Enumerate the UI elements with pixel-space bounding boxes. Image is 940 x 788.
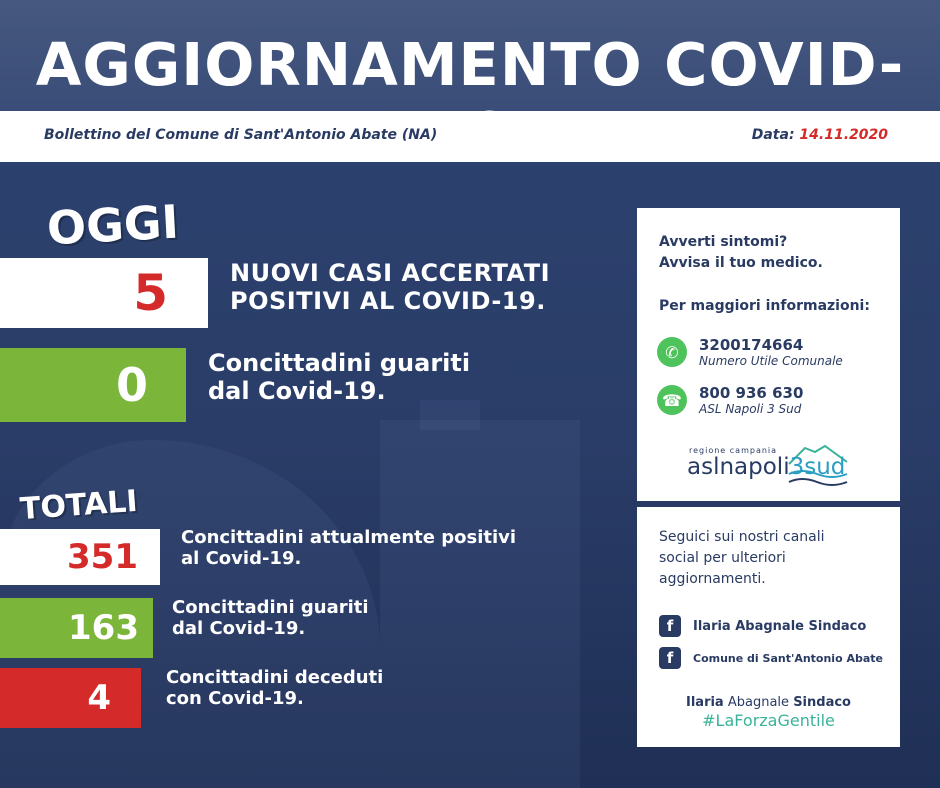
today-recovered-value: 0 bbox=[115, 358, 148, 412]
signature-mid: Abagnale bbox=[727, 695, 790, 710]
today-recovered-text bbox=[208, 350, 470, 405]
contact-municipal-label: Numero Utile Comunale bbox=[699, 354, 843, 368]
asl-logo-name: aslnapoli bbox=[687, 454, 790, 480]
contact-municipal[interactable] bbox=[657, 336, 843, 368]
totals-recovered-line2: dal Covid-19. bbox=[172, 617, 306, 639]
totals-positive-value: 351 bbox=[67, 537, 138, 577]
facebook-label-comune: Comune di Sant'Antonio Abate bbox=[693, 651, 883, 665]
totals-positive-line2: al Covid-19. bbox=[181, 547, 302, 569]
facebook-link-comune[interactable] bbox=[659, 647, 883, 669]
facebook-link-mayor[interactable] bbox=[659, 615, 866, 637]
today-recovered-line1: Concittadini guariti bbox=[208, 349, 471, 377]
info-panel bbox=[637, 208, 900, 501]
whatsapp-icon: ✆ bbox=[657, 337, 687, 367]
totals-positive-text bbox=[181, 528, 516, 569]
contact-asl-label: ASL Napoli 3 Sud bbox=[699, 402, 802, 416]
totals-positive-line1: Concittadini attualmente positivi bbox=[181, 527, 517, 548]
today-label: OGGI bbox=[45, 194, 181, 256]
contact-asl[interactable] bbox=[657, 384, 803, 416]
signature-name bbox=[637, 695, 900, 710]
today-new-cases-value: 5 bbox=[133, 264, 168, 322]
symptoms-line1: Avverti sintomi? bbox=[659, 234, 788, 250]
today-new-cases-text bbox=[230, 260, 550, 315]
facebook-icon: f bbox=[659, 647, 681, 669]
today-recovered-line2: dal Covid-19. bbox=[208, 376, 386, 405]
totals-deceased-line1: Concittadini deceduti bbox=[166, 667, 384, 688]
social-line1: Seguici sui nostri canali bbox=[659, 529, 825, 545]
totals-label: TOTALI bbox=[18, 483, 139, 528]
bulletin-bar bbox=[0, 111, 940, 162]
facebook-label-mayor: Ilaria Abagnale Sindaco bbox=[693, 618, 867, 634]
contact-municipal-number: 3200174664 bbox=[699, 336, 804, 354]
asl-logo-main bbox=[687, 454, 845, 480]
asl-logo-small: regione campania bbox=[689, 446, 778, 455]
totals-deceased-text bbox=[166, 668, 383, 709]
social-panel bbox=[637, 507, 900, 747]
symptoms-text bbox=[659, 232, 823, 274]
today-recovered-band bbox=[0, 348, 186, 422]
totals-deceased-value: 4 bbox=[87, 678, 111, 718]
phone-icon: ☎ bbox=[657, 385, 687, 415]
asl-logo-accent: 3sud bbox=[789, 454, 846, 480]
background-building bbox=[380, 420, 580, 788]
totals-recovered-band bbox=[0, 598, 153, 658]
today-new-cases-line1: NUOVI CASI ACCERTATI bbox=[230, 259, 551, 287]
bulletin-source: Bollettino del Comune di Sant'Antonio Abate (NA) bbox=[44, 127, 438, 143]
contact-asl-number: 800 936 630 bbox=[699, 384, 804, 402]
totals-deceased-line2: con Covid-19. bbox=[166, 687, 304, 709]
date-label: Data: bbox=[751, 127, 795, 143]
social-intro bbox=[659, 527, 825, 590]
social-line2: social per ulteriori bbox=[659, 550, 786, 566]
more-info-label: Per maggiori informazioni: bbox=[659, 298, 870, 314]
signature-first: Ilaria bbox=[686, 695, 724, 710]
totals-positive-band bbox=[0, 529, 160, 585]
totals-recovered-text bbox=[172, 598, 369, 639]
totals-recovered-line1: Concittadini guariti bbox=[172, 597, 369, 618]
date-value: 14.11.2020 bbox=[799, 127, 888, 143]
page-title: AGGIORNAMENTO COVID- bbox=[35, 30, 905, 99]
facebook-icon: f bbox=[659, 615, 681, 637]
social-line3: aggiornamenti. bbox=[659, 571, 766, 587]
hashtag: #LaForzaGentile bbox=[702, 711, 835, 730]
symptoms-line2: Avvisa il tuo medico. bbox=[659, 255, 823, 271]
bulletin-date bbox=[752, 127, 888, 143]
header-banner bbox=[0, 0, 940, 111]
today-new-cases-band bbox=[0, 258, 208, 328]
today-new-cases-line2: POSITIVI AL COVID-19. bbox=[230, 286, 546, 315]
totals-recovered-value: 163 bbox=[68, 608, 139, 648]
signature-last: Sindaco bbox=[793, 695, 851, 710]
totals-deceased-band bbox=[0, 668, 141, 728]
